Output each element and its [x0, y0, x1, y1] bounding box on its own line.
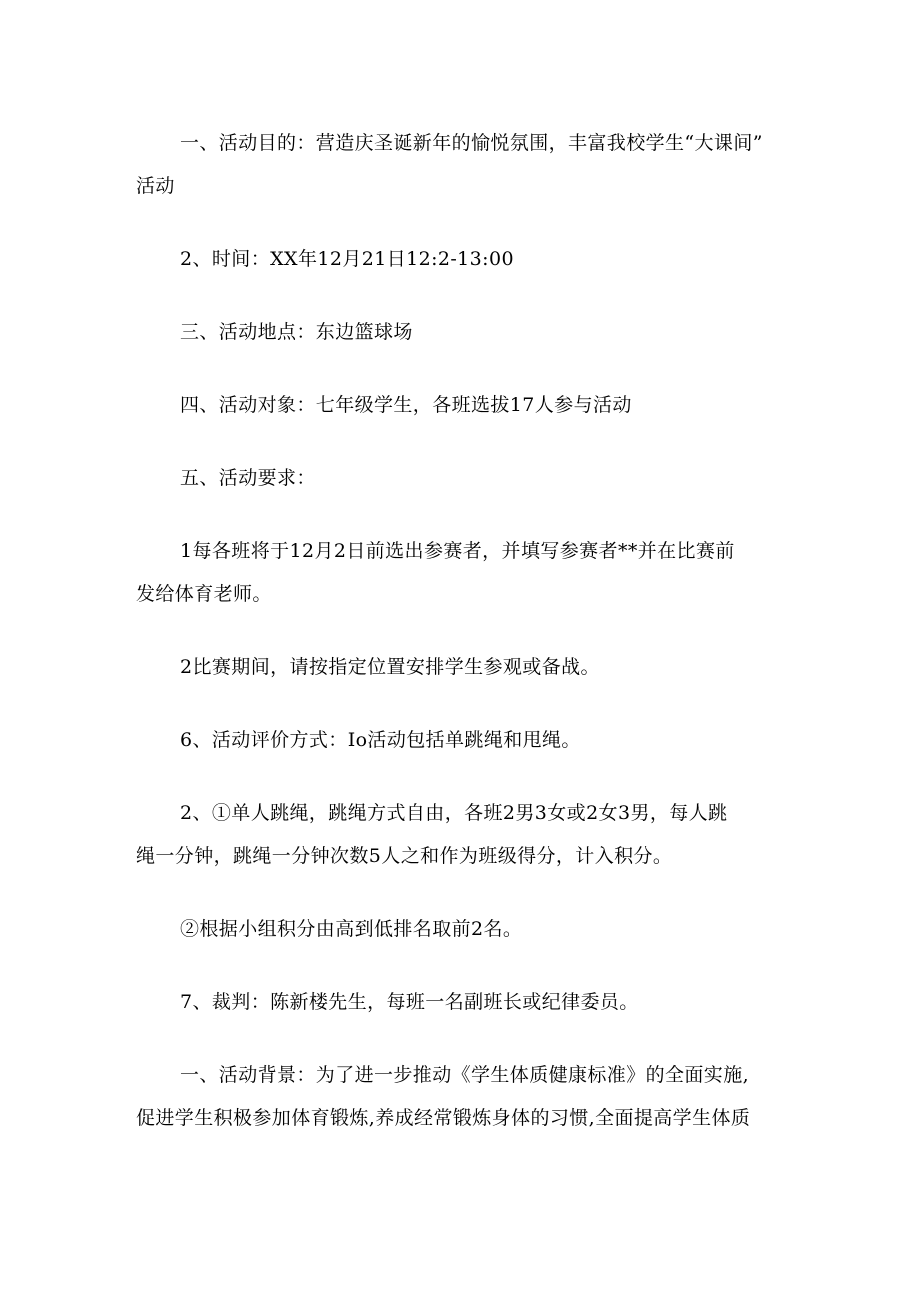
paragraph-line: 一、活动背景：为了进一步推动《学生体质健康标准》的全面实施,	[180, 1064, 750, 1086]
paragraph-participants	[136, 384, 786, 427]
paragraph-line: 2比赛期间，请按指定位置安排学生参观或备战。	[180, 656, 600, 678]
paragraph-requirement-1	[136, 530, 786, 616]
paragraph-line: ②根据小组积分由高到低排名取前2名。	[180, 918, 523, 940]
paragraph-location	[136, 311, 786, 354]
paragraph-line: 1每各班将于12月2日前选出参赛者，并填写参赛者**并在比赛前	[180, 540, 735, 562]
paragraph-line: 6、活动评价方式：Io活动包括单跳绳和甩绳。	[180, 729, 581, 751]
paragraph-line: 绳一分钟，跳绳一分钟次数5人之和作为班级得分，计入积分。	[136, 845, 673, 867]
paragraph-ranking	[136, 908, 786, 951]
paragraph-evaluation	[136, 719, 786, 762]
paragraph-single-rope	[136, 792, 786, 878]
paragraph-line: 2、时间：XX年12月21日12:2-13:00	[180, 248, 514, 270]
paragraph-line: 7、裁判：陈新楼先生，每班一名副班长或纪律委员。	[180, 991, 639, 1013]
paragraph-line: 发给体育老师。	[136, 583, 272, 605]
paragraph-line: 促进学生积极参加体育锻炼,养成经常锻炼身体的习惯,全面提高学生体质	[136, 1107, 751, 1129]
paragraph-activity-purpose	[136, 122, 786, 208]
paragraph-time	[136, 238, 786, 281]
paragraph-background	[136, 1054, 786, 1140]
paragraph-line: 活动	[136, 175, 175, 197]
document-body	[136, 122, 786, 1140]
paragraph-referee	[136, 981, 786, 1024]
paragraph-line: 三、活动地点：东边篮球场	[180, 321, 413, 343]
paragraph-line: 五、活动要求：	[180, 467, 316, 489]
paragraph-line: 四、活动对象：七年级学生，各班选拔17人参与活动	[180, 394, 632, 416]
paragraph-requirements-heading	[136, 457, 786, 500]
paragraph-line: 一、活动目的：营造庆圣诞新年的愉悦氛围，丰富我校学生“大课间”	[180, 132, 763, 154]
paragraph-requirement-2	[136, 646, 786, 689]
paragraph-line: 2、①单人跳绳，跳绳方式自由，各班2男3女或2女3男，每人跳	[180, 802, 728, 824]
